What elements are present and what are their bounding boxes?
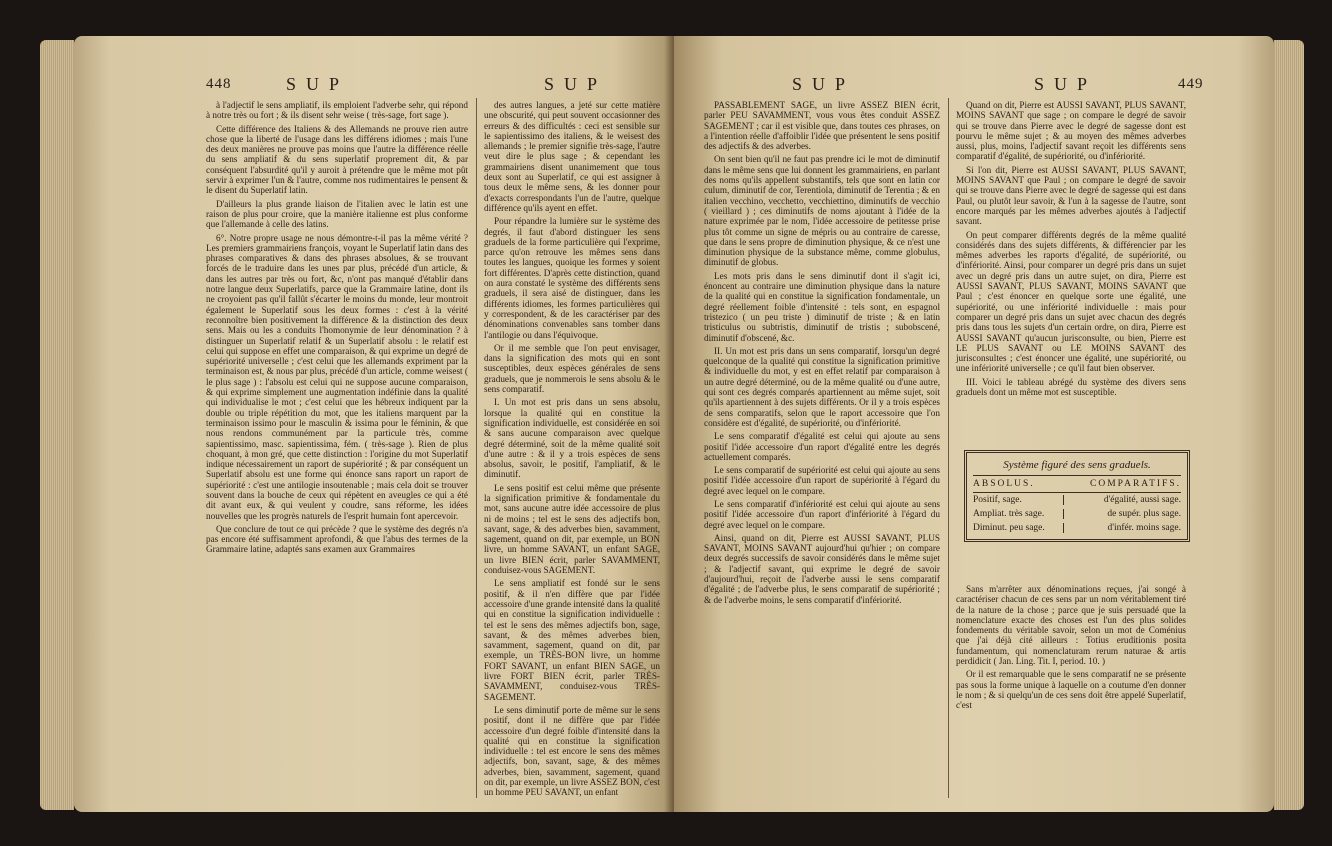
table-cell: Ampliat. très sage. bbox=[973, 509, 1064, 519]
page-number: 448 bbox=[206, 76, 232, 92]
table-title: Système figuré des sens graduels. bbox=[1003, 459, 1151, 471]
table-row bbox=[973, 507, 1181, 521]
paragraph: D'ailleurs la plus grande liaison de l'italien avec le latin est une raison de plus pour croire, que la manière italienne est plus conforme que l'allemande à celle des latins. bbox=[206, 198, 468, 230]
paragraph: Quand on dit, Pierre est AUSSI SAVANT, PLUS SAVANT, MOINS SAVANT que sage ; on compare le degré de savoir qui se trouve dans Pierre avec le degré de sagesse dont est pourvu le même sujet ; & au moyen des mêmes adverbes aussi, plus, moins, l'adjectif savant reçoit les différents sens comparatif d'égalité, de supériorité, ou d'infériorité. bbox=[956, 100, 1186, 162]
running-head: SUP bbox=[286, 74, 350, 94]
running-head-right-col: SUP bbox=[1034, 74, 1098, 94]
paragraph: I. Un mot est pris dans un sens absolu, lorsque la qualité qui en constitue la signification individuelle, est considérée en soi & sans aucune comparaison avec quelque degré déterminé, soit de la même qualité soit d'une autre : & il y a trois espèces de sens absolus, savoir, le positif, l'ampliatif, & le diminutif. bbox=[484, 397, 660, 480]
paragraph: Ainsi, quand on dit, Pierre est AUSSI SAVANT, PLUS SAVANT, MOINS SAVANT aujourd'hui qu'hier ; on compare deux degrés successifs de savoir considérés dans le même sujet ; & l'adjectif savant, qui exprime le degré de savoir d'aujourd'hui, reçoit de l'adverbe aussi le sens comparatif d'égalité ; de l'adverbe plus, le sens comparatif de supériorité ; & de l'adverbe moins, le sens comparatif d'infériorité. bbox=[704, 532, 940, 605]
paragraph: Les mots pris dans le sens diminutif dont il s'agit ici, énoncent au contraire une diminution physique dans la nature de la qualité qui en constitue la signification fondamentale, un degré réellement foible d'intensité : tels sont, en espagnol tristezico ( un peu triste ) diminutif de triste ; & en latin tristiculus ou subtristis, diminutif de tristis ; subobscené, diminutif d'obscené, &c. bbox=[704, 270, 940, 343]
paragraph: Que conclure de tout ce qui précède ? que le système des degrés n'a pas encore été suffisamment aprofondi, & que l'abus des termes de la Grammaire latine, adaptés sans examen aux Grammaires bbox=[206, 523, 468, 555]
right-page-column-1 bbox=[704, 100, 940, 608]
left-page-column-2 bbox=[484, 100, 660, 801]
paragraph: II. Un mot est pris dans un sens comparatif, lorsqu'un degré quelconque de la qualité qui constitue la signification primitive & individuelle du mot, y est en effet relatif par comparaison à un autre degré déterminé, ou de la même qualité ou d'une autre, qui sont ces degrés comparés apartiennent au même sujet, soit qu'ils apartiennent à des sujets différents. Or il y a trois espèces de sens comparatifs, selon que le raport accessoire que l'on considère est d'égalité, de supériorité, ou d'infériorité. bbox=[704, 345, 940, 428]
table-cell: Diminut. peu sage. bbox=[973, 523, 1064, 533]
table-cell: de supér. plus sage. bbox=[1107, 509, 1181, 519]
right-page bbox=[674, 36, 1274, 812]
paragraph: Le sens ampliatif est fondé sur le sens positif, & il n'en diffère que par l'idée accessoire d'une grande intensité dans la qualité qui en constitue la signification individuelle : tel est le sens des mêmes adjectifs bon, sage, savant, & des mêmes adverbes bien, savamment, sagement, quand on dit, par exemple, un TRÈS-BON livre, un homme FORT SAVANT, un enfant BIEN SAGE, un livre FORT BIEN écrit, parler TRÈS-SAVAMMENT, conduisez-vous TRÈS-SAGEMENT. bbox=[484, 578, 660, 702]
right-page-column-2 bbox=[956, 100, 1186, 400]
column-header-comparative: COMPARATIFS. bbox=[1090, 479, 1181, 489]
column-header-absolute: ABSOLUS. bbox=[973, 479, 1035, 489]
column-rule bbox=[476, 98, 477, 798]
table-cell: d'infér. moins sage. bbox=[1107, 523, 1181, 533]
paragraph: Or il est remarquable que le sens comparatif ne se présente pas sous la forme unique à laquelle on a coutume d'en donner le nom ; & si quelqu'un de ces sens doit être appelé Superlatif, c'est bbox=[956, 669, 1186, 711]
left-page bbox=[74, 36, 674, 812]
paragraph: Le sens comparatif d'infériorité est celui qui ajoute au sens positif l'idée accessoire d'un raport d'infériorité à l'égard du degré avec lequel on le compare. bbox=[704, 498, 940, 530]
paragraph: 6°. Notre propre usage ne nous démontre-t-il pas la même vérité ? Les premiers grammairiens françois, voyant le Superlatif latin dans des phrases comparatives & dans des phrases absolues, & se trouvant forcés de le traduire dans les unes par plus, précédé d'un article, & dans les autres par très ou fort, &c, n'ont pas manqué d'établir dans notre langue deux Superlatifs, parce que la Grammaire latine, dont ils ne croyoient pas qu'il fallût s'écarter le moins du monde, leur montroit également le Superlatif sous les deux formes : c'est à la vérité reconnoître bien positivement la différence & la distinction des deux sens. Mais ou les a conduits l'homonymie de leur dénomination ? à distinguer un Superlatif relatif & un Superlatif absolu : le relatif est celui qui suppose en effet une comparaison, & qui exprime un degré de supériorité universelle ; c'est celui que les allemands expriment par la terminaison est, & nous par plus, précédé d'un article, comme weisest ( le plus sage ) : l'absolu est celui qui ne suppose aucune comparaison, & qui exprime simplement une augmentation indéfinie dans la qualité qui individualise le mot ; c'est celui que les hébreux indiquent par la double ou triple répétition du mot, que les italiens marquent par la terminaison issimo pour le masculin & issima pour le féminin, & que nous rendons communément par la particule très, comme sapientissimo, masc. sapientissima, fém. ( très-sage ). Rien de plus choquant, à mon gré, que cette distinction : l'origine du mot Superlatif indique nécessairement un raport de supériorité ; & par conséquent un Superlatif absolu est une forme qui énonce sans raport un raport de supériorité : c'est une antilogie insoutenable ; mais cela doit se trouver souvent dans la bouche de ceux qui répètent en aveugles ce qui a été dit avant eux, & qui veulent y coudre, sans réforme, les idées nouvelles que les progrès naturels de l'esprit humain font apercevoir. bbox=[206, 232, 468, 521]
paragraph: On peut comparer différents degrés de la même qualité considérés dans des sujets différents, & différencier par les mêmes adverbes les raports d'égalité, de supériorité, ou d'infériorité. Ainsi, pour comparer un degré pris dans un sujet avec un degré pris dans un autre sujet, on dira, Pierre est AUSSI SAVANT, PLUS SAVANT, MOINS SAVANT que Paul ; c'est énoncer en quelque sorte une égalité, une supériorité, ou une infériorité individuelle : mais pour comparer un degré pris dans un sujet avec chacun des degrés pris dans tous les sujets d'un certain ordre, on dira, Pierre est AUSSI SAVANT qu'aucun jurisconsulte, ou bien, Pierre est LE PLUS SAVANT ou LE MOINS SAVANT des jurisconsultes ; c'est énoncer une égalité, une supériorité, ou une infériorité universelle ; ce qu'il faut bien observer. bbox=[956, 229, 1186, 374]
paragraph: Cette différence des Italiens & des Allemands ne prouve rien autre chose que la liberté de l'usage dans les différens idiomes ; mais l'une des deux manières ne prouve pas moins que l'autre la différence réelle du sens ampliatif & du sens superlatif proprement dit, & par conséquent l'absurdité qu'il y auroit à prétendre que le même mot pût servir à exprimer l'un & l'autre, comme nos rudimentaires le pensent & le disent du Superlatif latin. bbox=[206, 123, 468, 196]
table-header bbox=[973, 475, 1181, 493]
right-page-edges bbox=[1274, 40, 1304, 810]
paragraph: III. Voici le tableau abrégé du système des divers sens graduels dont un même mot est susceptible. bbox=[956, 376, 1186, 398]
left-page-column-1 bbox=[206, 100, 468, 558]
paragraph: Le sens diminutif porte de même sur le sens positif, dont il ne diffère que par l'idée accessoire d'un degré foible d'intensité dans la qualité qui en constitue la signification individuelle : tel est encore le sens des mêmes adjectifs, bon, savant, sage, & des mêmes adverbes, bien, savamment, sagement, quand on dit, par exemple, un livre ASSEZ BON, c'est un homme PEU SAVANT, un enfant bbox=[484, 704, 660, 798]
paragraph: à l'adjectif le sens ampliatif, ils emploient l'adverbe sehr, qui répond à notre très ou fort ; & ils disent sehr weise ( très-sage, fort sage ). bbox=[206, 100, 468, 121]
right-page-column-2-continued bbox=[956, 584, 1186, 714]
column-rule bbox=[948, 98, 949, 798]
page-number: 449 bbox=[1178, 76, 1204, 92]
paragraph: PASSABLEMENT SAGE, un livre ASSEZ BIEN écrit, parler PEU SAVAMMENT, vous vous êtes conduit ASSEZ SAGEMENT ; car il est visible que, dans toutes ces phrases, on a l'intention réelle d'affoiblir l'idée que présentent le sens positif des adjectifs & des adverbes. bbox=[704, 100, 940, 152]
table-row bbox=[973, 493, 1181, 507]
running-head-right-col: SUP bbox=[544, 74, 608, 94]
paragraph: des autres langues, a jeté sur cette matière une obscurité, qui peut souvent occasionner des erreurs & des difficultés : ceci est sensible sur le sapientissimo des italiens, & le weisest des allemands ; le premier signifie très-sage, l'autre veut dire le plus sage ; & cependant les grammairiens disent unanimement que tous deux sont au Superlatif, ce qui est assigner à tous deux le même sens, & les donner pour d'exacts correspondants l'un de l'autre, quelque différence qu'ils ayent en effet. bbox=[484, 100, 660, 213]
graduated-senses-table bbox=[964, 450, 1190, 542]
paragraph: Le sens comparatif d'égalité est celui qui ajoute au sens positif l'idée accessoire d'un raport d'égalité entre les degrés actuellement comparés. bbox=[704, 431, 940, 462]
table-cell: Positif, sage. bbox=[973, 495, 1064, 505]
paragraph: Sans m'arrêter aux dénominations reçues, j'ai songé à caractériser chacun de ces sens par un nom véritablement tiré de la nature de la chose ; parce que je suis persuadé que la nomenclature exacte des choses est l'un des plus solides fondements du véritable savoir, selon un mot de Coménius que j'ai déjà cité ailleurs : Totius eruditionis posita fundamentum, qui nomenclaturam rerum naturae & artis perdidicit ( Jan. Ling. Tit. I, period. 10. ) bbox=[956, 584, 1186, 667]
left-page-edges bbox=[40, 40, 74, 810]
table-cell: d'égalité, aussi sage. bbox=[1103, 495, 1181, 505]
paragraph: Or il me semble que l'on peut envisager, dans la signification des mots qui en sont susceptibles, deux espèces générales de sens graduels, que je nommerois le sens absolu & le sens comparatif. bbox=[484, 342, 660, 395]
running-head: SUP bbox=[792, 74, 856, 94]
paragraph: Si l'on dit, Pierre est AUSSI SAVANT, PLUS SAVANT, MOINS SAVANT que Paul ; on compare le degré de savoir qui se trouve dans Pierre avec le degré de sagesse qui est dans Paul, ou plutôt leur savoir, & l'un à la sagesse de l'autre, sont encore marqués par les mêmes adverbes ajoutés à l'adjectif savant. bbox=[956, 164, 1186, 227]
paragraph: Le sens positif est celui même que présente la signification primitive & fondamentale du mot, sans aucune autre idée accessoire de plus ni de moins ; tel est le sens des adjectifs bon, savant, sage, & des adverbes bien, savamment, sagement, quand on dit, par exemple, un BON livre, un homme SAVANT, un enfant SAGE, un livre BIEN écrit, parler SAVAMMENT, conduisez-vous SAGEMENT. bbox=[484, 482, 660, 576]
paragraph: Le sens comparatif de supériorité est celui qui ajoute au sens positif l'idée accessoire d'un raport de supériorité à l'égard du degré avec lequel on le compare. bbox=[704, 465, 940, 496]
paragraph: Pour répandre la lumière sur le système des degrés, il faut d'abord distinguer les sens graduels de la forme particulière qui l'exprime, parce qu'on retrouve les mêmes sens dans toutes les langues, quoique les formes y soient fort différentes. D'après cette distinction, quand on aura constaté le système des différents sens graduels, il sera aisé de distinguer, dans les différents idiomes, les formes particulières qui y correspondent, & de les caractériser par des dénominations convenables sans tomber dans l'antilogie ou dans l'équivoque. bbox=[484, 216, 660, 340]
paragraph: On sent bien qu'il ne faut pas prendre ici le mot de diminutif dans le même sens que lui donnent les grammairiens, en parlant des noms qu'ils appellent substantifs, tels que sont en latin cor culum, diminutif de cor, Terentiola, diminutif de Terentia ; & en italien vecchino, vecchetto, vecchiettino, diminutifs de vecchio ( vieillard ) ; ces diminutifs de noms ajoutant à l'idée de la nature exprimée par le nom, l'idée accessoire de petitesse prise plus tôt comme un signe de mépris ou au contraire de caresse, que dans le sens propre de diminution physique, & ce n'est une diminution physique de la substance même, comme globulus, diminutif de globus. bbox=[704, 154, 940, 268]
table-row bbox=[973, 521, 1181, 535]
